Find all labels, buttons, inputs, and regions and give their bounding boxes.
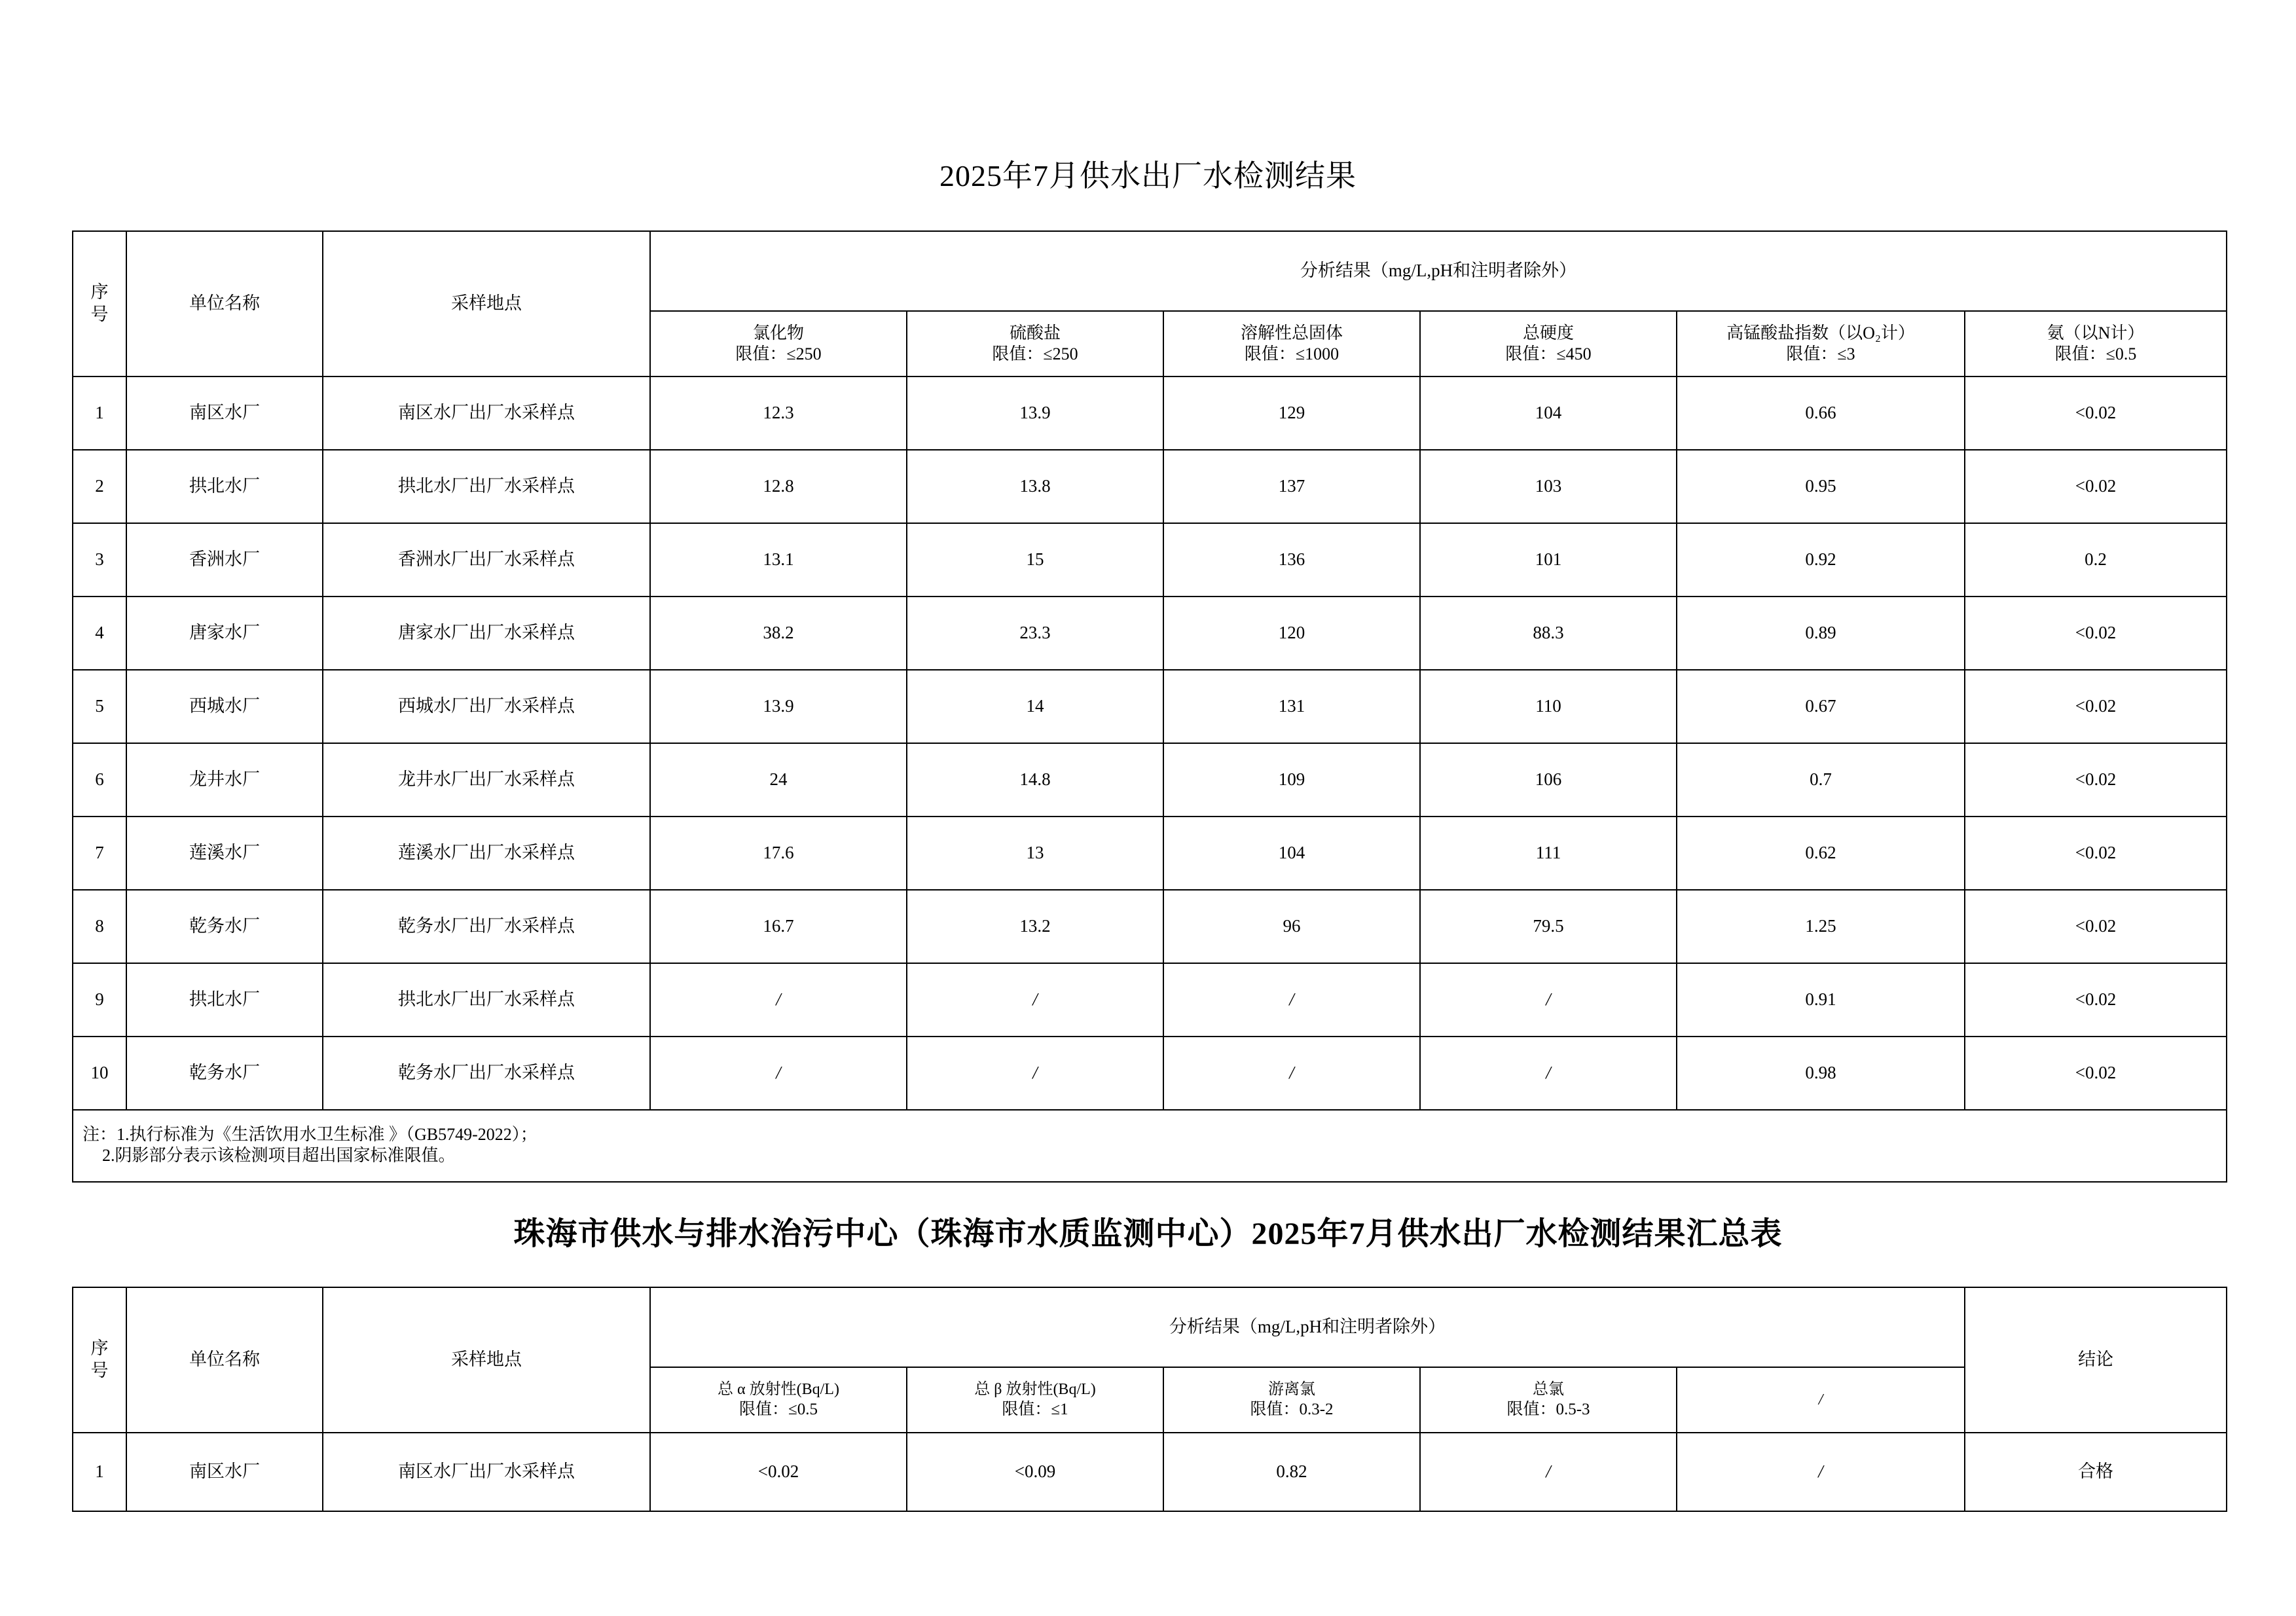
cell-gross-alpha: <0.02 (650, 1433, 907, 1511)
cell-sulfate: 14 (907, 670, 1163, 743)
param-limit: 限值：≤0.5 (2054, 344, 2137, 363)
cell-ammonia: <0.02 (1965, 450, 2227, 523)
cell-ammonia: <0.02 (1965, 376, 2227, 450)
table-row (73, 376, 2227, 450)
table-row (73, 450, 2227, 523)
cell-sulfate: 13.2 (907, 890, 1163, 963)
param-name: 总硬度 (1522, 323, 1574, 342)
table-one-notes-row (73, 1110, 2227, 1182)
header-param-gross-alpha (650, 1367, 907, 1433)
row-index: 7 (73, 817, 126, 890)
cell-permanganate-index: 0.91 (1677, 963, 1965, 1037)
cell-sulfate: 13 (907, 817, 1163, 890)
row-unit-name: 莲溪水厂 (126, 817, 323, 890)
row-sampling-site: 唐家水厂出厂水采样点 (323, 597, 650, 670)
param-name: 总氯 (1533, 1381, 1564, 1399)
header-conclusion: 结论 (1965, 1287, 2227, 1433)
cell-chloride: 17.6 (650, 817, 907, 890)
cell-permanganate-index: 1.25 (1677, 890, 1965, 963)
param-limit: 限值：≤250 (992, 344, 1078, 363)
row-index: 10 (73, 1037, 126, 1110)
cell-sulfate: / (907, 1037, 1163, 1110)
cell-empty: / (1677, 1433, 1965, 1511)
cell-chloride: 12.8 (650, 450, 907, 523)
header-param-total-chlorine (1420, 1367, 1677, 1433)
cell-sulfate: 13.9 (907, 376, 1163, 450)
cell-sulfate: 13.8 (907, 450, 1163, 523)
row-sampling-site: 龙井水厂出厂水采样点 (323, 743, 650, 817)
row-index: 1 (73, 376, 126, 450)
cell-chloride: 12.3 (650, 376, 907, 450)
row-unit-name: 乾务水厂 (126, 890, 323, 963)
cell-tds: 129 (1163, 376, 1420, 450)
row-index: 2 (73, 450, 126, 523)
header-analysis-results: 分析结果（mg/L,pH和注明者除外） (650, 1287, 1965, 1367)
header-param-chloride (650, 311, 907, 376)
row-unit-name: 西城水厂 (126, 670, 323, 743)
header-index (73, 231, 126, 376)
header-index-line2: 号 (90, 304, 109, 324)
row-sampling-site: 香洲水厂出厂水采样点 (323, 523, 650, 597)
table-two-title: 珠海市供水与排水治污中心（珠海市水质监测中心）2025年7月供水出厂水检测结果汇总表 (513, 1217, 1783, 1251)
cell-tds: 120 (1163, 597, 1420, 670)
cell-permanganate-index: 0.92 (1677, 523, 1965, 597)
cell-ammonia: <0.02 (1965, 890, 2227, 963)
header-index-line1: 序 (90, 1338, 109, 1359)
table-two-header-row-1 (73, 1287, 2227, 1367)
cell-total-chlorine: / (1420, 1433, 1677, 1511)
row-sampling-site: 莲溪水厂出厂水采样点 (323, 817, 650, 890)
row-unit-name: 南区水厂 (126, 1433, 323, 1511)
cell-chloride: 13.1 (650, 523, 907, 597)
row-unit-name: 拱北水厂 (126, 963, 323, 1037)
cell-free-chlorine: 0.82 (1163, 1433, 1420, 1511)
table-row (73, 743, 2227, 817)
header-param-empty (1677, 1367, 1965, 1433)
cell-chloride: / (650, 963, 907, 1037)
table-row (73, 1037, 2227, 1110)
header-param-total-hardness (1420, 311, 1677, 376)
param-limit: 限值：≤1 (1002, 1401, 1068, 1419)
param-name: 氨（以N计） (2047, 323, 2145, 342)
cell-permanganate-index: 0.7 (1677, 743, 1965, 817)
cell-tds: 137 (1163, 450, 1420, 523)
header-param-ammonia (1965, 311, 2227, 376)
cell-tds: 104 (1163, 817, 1420, 890)
cell-chloride: 16.7 (650, 890, 907, 963)
header-param-free-chlorine (1163, 1367, 1420, 1433)
water-quality-table-one (72, 230, 2227, 1183)
param-limit: 限值：≤250 (735, 344, 822, 363)
cell-ammonia: <0.02 (1965, 963, 2227, 1037)
row-unit-name: 乾务水厂 (126, 1037, 323, 1110)
row-sampling-site: 西城水厂出厂水采样点 (323, 670, 650, 743)
row-unit-name: 唐家水厂 (126, 597, 323, 670)
cell-total-hardness: 101 (1420, 523, 1677, 597)
cell-tds: 136 (1163, 523, 1420, 597)
header-index-line1: 序 (90, 282, 109, 303)
row-sampling-site: 拱北水厂出厂水采样点 (323, 450, 650, 523)
param-limit: 限值：0.3-2 (1250, 1401, 1334, 1419)
table-one-header-row-1 (73, 231, 2227, 311)
param-name: 高锰酸盐指数（以O₂计） (1726, 323, 1915, 342)
header-param-gross-beta (907, 1367, 1163, 1433)
header-param-permanganate-index (1677, 311, 1965, 376)
row-sampling-site: 南区水厂出厂水采样点 (323, 376, 650, 450)
param-name: 溶解性总固体 (1240, 323, 1343, 342)
note-line-2: 2.阴影部分表示该检测项目超出国家标准限值。 (102, 1146, 456, 1165)
table-row (73, 1433, 2227, 1511)
param-name: 氯化物 (752, 323, 804, 342)
row-index: 1 (73, 1433, 126, 1511)
cell-sulfate: 14.8 (907, 743, 1163, 817)
cell-total-hardness: 88.3 (1420, 597, 1677, 670)
cell-tds: 131 (1163, 670, 1420, 743)
row-unit-name: 龙井水厂 (126, 743, 323, 817)
table-row (73, 670, 2227, 743)
cell-ammonia: <0.02 (1965, 670, 2227, 743)
row-sampling-site: 拱北水厂出厂水采样点 (323, 963, 650, 1037)
cell-permanganate-index: 0.98 (1677, 1037, 1965, 1110)
row-index: 9 (73, 963, 126, 1037)
param-limit: 限值：0.5-3 (1506, 1401, 1590, 1419)
cell-ammonia: <0.02 (1965, 817, 2227, 890)
water-quality-table-two (72, 1287, 2227, 1512)
header-index-line2: 号 (90, 1361, 109, 1380)
cell-ammonia: 0.2 (1965, 523, 2227, 597)
header-sampling-site: 采样地点 (323, 1287, 650, 1433)
cell-ammonia: <0.02 (1965, 1037, 2227, 1110)
table-one-title: 2025年7月供水出厂水检测结果 (939, 159, 1357, 193)
header-index (73, 1287, 126, 1433)
cell-total-hardness: / (1420, 1037, 1677, 1110)
row-sampling-site: 南区水厂出厂水采样点 (323, 1433, 650, 1511)
cell-permanganate-index: 0.66 (1677, 376, 1965, 450)
note-line-1: 注：1.执行标准为《生活饮用水卫生标准 》（GB5749-2022）； (82, 1124, 538, 1144)
cell-ammonia: <0.02 (1965, 597, 2227, 670)
cell-total-hardness: 79.5 (1420, 890, 1677, 963)
param-name: 总 α 放射性(Bq/L) (718, 1381, 839, 1399)
cell-gross-beta: <0.09 (907, 1433, 1163, 1511)
cell-sulfate: / (907, 963, 1163, 1037)
header-param-sulfate (907, 311, 1163, 376)
param-name: 游离氯 (1268, 1381, 1315, 1399)
param-limit: 限值：≤1000 (1244, 344, 1339, 363)
table-row (73, 523, 2227, 597)
table-row (73, 963, 2227, 1037)
row-index: 3 (73, 523, 126, 597)
param-limit: 限值：≤450 (1505, 344, 1592, 363)
row-unit-name: 南区水厂 (126, 376, 323, 450)
cell-total-hardness: 111 (1420, 817, 1677, 890)
cell-total-hardness: 103 (1420, 450, 1677, 523)
cell-tds: 109 (1163, 743, 1420, 817)
header-param-tds (1163, 311, 1420, 376)
cell-total-hardness: 104 (1420, 376, 1677, 450)
cell-total-hardness: 110 (1420, 670, 1677, 743)
header-sampling-site: 采样地点 (323, 231, 650, 376)
header-unit-name: 单位名称 (126, 1287, 323, 1433)
cell-permanganate-index: 0.62 (1677, 817, 1965, 890)
param-limit: 限值：≤3 (1786, 344, 1855, 363)
cell-total-hardness: 106 (1420, 743, 1677, 817)
param-name: 硫酸盐 (1009, 323, 1061, 342)
row-index: 8 (73, 890, 126, 963)
cell-permanganate-index: 0.67 (1677, 670, 1965, 743)
table-row (73, 817, 2227, 890)
row-index: 4 (73, 597, 126, 670)
table-row (73, 597, 2227, 670)
table-one-notes (73, 1110, 2227, 1182)
header-unit-name: 单位名称 (126, 231, 323, 376)
cell-tds: / (1163, 963, 1420, 1037)
row-index: 5 (73, 670, 126, 743)
row-index: 6 (73, 743, 126, 817)
cell-chloride: 38.2 (650, 597, 907, 670)
table-row (73, 890, 2227, 963)
cell-sulfate: 23.3 (907, 597, 1163, 670)
cell-total-hardness: / (1420, 963, 1677, 1037)
cell-permanganate-index: 0.89 (1677, 597, 1965, 670)
cell-conclusion: 合格 (1965, 1433, 2227, 1511)
cell-sulfate: 15 (907, 523, 1163, 597)
cell-tds: / (1163, 1037, 1420, 1110)
cell-chloride: / (650, 1037, 907, 1110)
cell-chloride: 24 (650, 743, 907, 817)
cell-chloride: 13.9 (650, 670, 907, 743)
header-analysis-results: 分析结果（mg/L,pH和注明者除外） (650, 231, 2227, 311)
param-name: 总 β 放射性(Bq/L) (974, 1381, 1096, 1399)
row-sampling-site: 乾务水厂出厂水采样点 (323, 1037, 650, 1110)
param-limit: 限值：≤0.5 (739, 1401, 818, 1419)
row-sampling-site: 乾务水厂出厂水采样点 (323, 890, 650, 963)
cell-ammonia: <0.02 (1965, 743, 2227, 817)
param-name: / (1818, 1391, 1823, 1408)
row-unit-name: 拱北水厂 (126, 450, 323, 523)
cell-permanganate-index: 0.95 (1677, 450, 1965, 523)
row-unit-name: 香洲水厂 (126, 523, 323, 597)
cell-tds: 96 (1163, 890, 1420, 963)
